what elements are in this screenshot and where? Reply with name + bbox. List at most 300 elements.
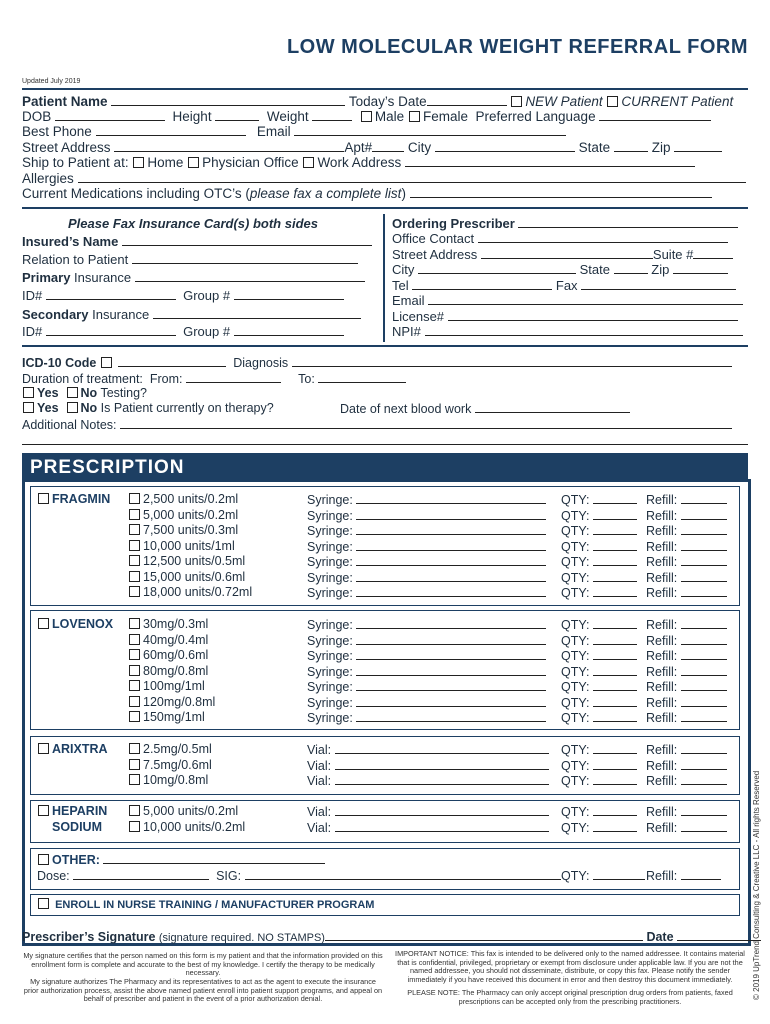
therapy-no-label: No	[80, 401, 98, 415]
syringe-field[interactable]	[356, 570, 546, 582]
row-testing	[22, 386, 147, 400]
tel-field[interactable]	[412, 278, 552, 290]
zip-label: Zip	[651, 140, 671, 155]
sig-field[interactable]	[245, 868, 561, 880]
work-address-field[interactable]	[405, 155, 695, 167]
next-blood-field[interactable]	[475, 401, 630, 413]
qty-field[interactable]	[593, 523, 637, 535]
qty-field[interactable]	[593, 804, 637, 816]
qty-field[interactable]	[593, 820, 637, 832]
nurse-training-label: ENROLL IN NURSE TRAINING / MANUFACTURER PROGRAM	[55, 899, 375, 911]
refill-field[interactable]	[681, 773, 727, 785]
refill-label: Refill:	[646, 680, 678, 694]
refill-field[interactable]	[681, 695, 727, 707]
female-checkbox[interactable]	[409, 111, 420, 122]
refill-label: Refill:	[646, 774, 678, 788]
row-icd10	[22, 355, 732, 370]
lovenox-syringe	[307, 617, 546, 632]
patient-name-field[interactable]	[111, 94, 345, 106]
syringe-field[interactable]	[356, 679, 546, 691]
refill-label: Refill:	[646, 555, 678, 569]
allergies-field[interactable]	[78, 171, 746, 183]
refill-label: Refill:	[646, 524, 678, 538]
dose-checkbox[interactable]	[129, 665, 140, 676]
qty-field[interactable]	[593, 508, 637, 520]
lovenox-dose-option	[128, 679, 205, 693]
sig-label: SIG:	[216, 869, 242, 883]
prescriber-email-field[interactable]	[428, 293, 743, 305]
qty-label: QTY:	[561, 524, 590, 538]
refill-field[interactable]	[681, 539, 727, 551]
qty-field[interactable]	[593, 710, 637, 722]
qty-field[interactable]	[593, 570, 637, 582]
arixtra-vial	[307, 742, 549, 757]
relation-label: Relation to Patient	[22, 252, 129, 267]
row-address	[22, 140, 722, 155]
refill-field[interactable]	[681, 710, 727, 722]
fragmin-dose-option	[128, 585, 252, 599]
license-label: License#	[392, 309, 445, 324]
lovenox-refill	[646, 664, 727, 679]
dose-label: 10,000 units/1ml	[143, 538, 235, 553]
preferred-language-label: Preferred Language	[475, 109, 596, 124]
apt-label: Apt#	[344, 140, 373, 155]
weight-field[interactable]	[312, 109, 352, 121]
refill-field[interactable]	[681, 554, 727, 566]
prescriber-city-field[interactable]	[418, 262, 576, 274]
qty-label: QTY:	[561, 539, 590, 554]
qty-field[interactable]	[593, 633, 637, 645]
arixtra-qty	[561, 742, 637, 757]
dob-label: DOB	[22, 109, 52, 124]
refill-field[interactable]	[681, 804, 727, 816]
other-checkbox[interactable]	[38, 854, 49, 865]
fax-field[interactable]	[581, 278, 736, 290]
dose-label: 2,500 units/0.2ml	[143, 492, 239, 506]
icd10-checkbox[interactable]	[101, 357, 112, 368]
lovenox-refill	[646, 633, 727, 648]
refill-label: Refill:	[646, 758, 678, 773]
heparin-dose-option	[128, 820, 245, 834]
fragmin-syringe	[307, 570, 546, 585]
dose-label: 7,500 units/0.3ml	[143, 523, 239, 537]
dose-checkbox[interactable]	[129, 696, 140, 707]
dob-field[interactable]	[55, 109, 165, 121]
ship-to-label: Ship to Patient at:	[22, 155, 129, 170]
refill-field[interactable]	[681, 664, 727, 676]
insureds-name-field[interactable]	[122, 234, 372, 246]
dose-label: 40mg/0.4ml	[143, 632, 209, 647]
current-patient-checkbox[interactable]	[607, 96, 618, 107]
dose-label: 7.5mg/0.6ml	[143, 757, 212, 772]
dose-checkbox[interactable]	[129, 711, 140, 722]
vial-field[interactable]	[335, 820, 549, 832]
fragmin-dose-option	[128, 492, 238, 506]
lovenox-qty	[561, 617, 637, 632]
syringe-label: Syringe:	[307, 633, 353, 648]
fragmin-qty	[561, 492, 637, 507]
testing-yes-checkbox[interactable]	[23, 387, 34, 398]
refill-field[interactable]	[681, 585, 727, 597]
apt-field[interactable]	[372, 140, 404, 152]
dose-checkbox[interactable]	[129, 509, 140, 520]
on-therapy-label: Is Patient currently on therapy?	[100, 401, 274, 415]
section-divider	[383, 214, 385, 342]
home-label: Home	[147, 155, 184, 170]
syringe-field[interactable]	[356, 585, 546, 597]
new-patient-checkbox[interactable]	[511, 96, 522, 107]
dose-checkbox[interactable]	[129, 586, 140, 597]
diagnosis-label: Diagnosis	[233, 356, 289, 370]
qty-label: QTY:	[561, 618, 590, 632]
refill-field[interactable]	[681, 633, 727, 645]
row-duration	[22, 371, 406, 386]
fragmin-qty	[561, 539, 637, 554]
qty-label: QTY:	[561, 570, 590, 585]
patient-name-label: Patient Name	[22, 94, 108, 109]
heparin-option[interactable]	[37, 804, 107, 818]
secondary-group-field[interactable]	[234, 324, 344, 336]
testing-yes-label: Yes	[37, 386, 59, 400]
other-qty-field[interactable]	[593, 868, 645, 880]
refill-field[interactable]	[681, 758, 727, 770]
syringe-field[interactable]	[356, 492, 546, 504]
dose-label: 150mg/1ml	[143, 710, 205, 724]
syringe-label: Syringe:	[307, 508, 353, 523]
allergies-label: Allergies	[22, 171, 74, 186]
row-ship-to	[22, 155, 695, 170]
best-phone-label: Best Phone	[22, 124, 92, 139]
lovenox-option[interactable]	[37, 617, 113, 631]
current-meds-field[interactable]	[410, 186, 712, 198]
other-qty	[561, 868, 645, 883]
syringe-label: Syringe:	[307, 680, 353, 694]
row-on-therapy	[22, 401, 274, 415]
state-label: State	[578, 140, 611, 155]
fragmin-checkbox[interactable]	[38, 493, 49, 504]
row-primary-id	[22, 288, 344, 303]
qty-field[interactable]	[593, 539, 637, 551]
therapy-yes-checkbox[interactable]	[23, 402, 34, 413]
therapy-no-checkbox[interactable]	[67, 402, 78, 413]
heparin-refill	[646, 820, 727, 835]
refill-field[interactable]	[681, 648, 727, 660]
ordering-prescriber-field[interactable]	[518, 216, 738, 228]
preferred-language-field[interactable]	[599, 109, 711, 121]
refill-label: Refill:	[646, 664, 678, 679]
refill-field[interactable]	[681, 523, 727, 535]
refill-field[interactable]	[681, 492, 727, 504]
female-label: Female	[422, 109, 468, 124]
dose-checkbox[interactable]	[129, 649, 140, 660]
dose-checkbox[interactable]	[129, 821, 140, 832]
refill-label: Refill:	[646, 649, 678, 663]
street-address-field[interactable]	[114, 140, 344, 152]
icd10-field[interactable]	[118, 355, 226, 367]
refill-label: Refill:	[646, 618, 678, 632]
dose-checkbox[interactable]	[129, 540, 140, 551]
primary-insurance-label: Insurance	[74, 270, 132, 285]
lovenox-refill	[646, 617, 727, 632]
arixtra-refill	[646, 758, 727, 773]
qty-label: QTY:	[561, 743, 590, 757]
fragmin-syringe	[307, 539, 546, 554]
qty-field[interactable]	[593, 773, 637, 785]
syringe-field[interactable]	[356, 554, 546, 566]
header-rule	[22, 88, 748, 90]
fragmin-refill	[646, 492, 727, 507]
heparin-checkbox[interactable]	[38, 805, 49, 816]
dose-checkbox[interactable]	[129, 743, 140, 754]
prescriber-zip-field[interactable]	[673, 262, 728, 274]
secondary-id-label: ID#	[22, 324, 43, 339]
dose-checkbox[interactable]	[129, 618, 140, 629]
refill-label: Refill:	[646, 695, 678, 710]
office-contact-label: Office Contact	[392, 231, 475, 246]
vial-field[interactable]	[335, 742, 549, 754]
other-refill-field[interactable]	[681, 868, 721, 880]
testing-label: Testing?	[100, 386, 147, 400]
row-prescriber-street	[392, 247, 733, 262]
arixtra-dose-option	[128, 773, 208, 787]
syringe-label: Syringe:	[307, 664, 353, 679]
dose-checkbox[interactable]	[129, 805, 140, 816]
other-field[interactable]	[103, 852, 325, 864]
row-license	[392, 309, 738, 324]
syringe-field[interactable]	[356, 710, 546, 722]
dose-field[interactable]	[73, 868, 209, 880]
fragmin-label: FRAGMIN	[52, 492, 111, 506]
dose-label: 80mg/0.8ml	[143, 663, 209, 678]
refill-label: Refill:	[646, 633, 678, 648]
syringe-field[interactable]	[356, 508, 546, 520]
physician-office-label: Physician Office	[202, 155, 299, 170]
row-relation	[22, 252, 358, 267]
arixtra-refill	[646, 742, 727, 757]
office-contact-field[interactable]	[478, 231, 728, 243]
fragmin-refill	[646, 523, 727, 538]
syringe-label: Syringe:	[307, 649, 353, 663]
testing-no-checkbox[interactable]	[67, 387, 78, 398]
row-secondary-id	[22, 324, 344, 339]
syringe-field[interactable]	[356, 664, 546, 676]
primary-id-field[interactable]	[46, 288, 176, 300]
row-signature	[22, 929, 761, 944]
prescriber-zip-label: Zip	[651, 262, 670, 277]
lovenox-dose-option	[128, 710, 205, 724]
dose-checkbox[interactable]	[129, 555, 140, 566]
heparin-refill	[646, 804, 727, 819]
primary-insurance-field[interactable]	[135, 270, 365, 282]
qty-field[interactable]	[593, 742, 637, 754]
fragmin-qty	[561, 508, 637, 523]
secondary-group-label: Group #	[183, 324, 231, 339]
refill-label: Refill:	[646, 805, 678, 819]
current-meds-note: please fax a complete list	[249, 186, 402, 201]
syringe-field[interactable]	[356, 617, 546, 629]
refill-field[interactable]	[681, 679, 727, 691]
fragmin-syringe	[307, 585, 546, 600]
additional-notes-field[interactable]	[120, 417, 732, 429]
lovenox-syringe	[307, 633, 546, 648]
secondary-id-field[interactable]	[46, 324, 176, 336]
qty-field[interactable]	[593, 648, 637, 660]
arixtra-checkbox[interactable]	[38, 743, 49, 754]
dose-checkbox[interactable]	[129, 524, 140, 535]
suite-label: Suite #	[652, 247, 694, 262]
fragmin-refill	[646, 508, 727, 523]
lovenox-dose-option	[128, 633, 208, 647]
refill-field[interactable]	[681, 820, 727, 832]
street-address-label: Street Address	[22, 140, 111, 155]
syringe-field[interactable]	[356, 695, 546, 707]
next-blood-label: Date of next blood work	[340, 402, 472, 416]
lovenox-checkbox[interactable]	[38, 618, 49, 629]
from-field[interactable]	[186, 371, 281, 383]
refill-label: Refill:	[646, 743, 678, 757]
license-field[interactable]	[448, 309, 738, 321]
arixtra-dose-option	[128, 758, 212, 772]
best-phone-field[interactable]	[96, 124, 246, 136]
dose-checkbox[interactable]	[129, 634, 140, 645]
additional-notes-label: Additional Notes:	[22, 418, 117, 432]
lovenox-qty	[561, 664, 637, 679]
row-secondary-insurance	[22, 307, 361, 322]
insurance-rule	[22, 345, 748, 347]
suite-field[interactable]	[693, 247, 733, 259]
npi-field[interactable]	[425, 324, 743, 336]
dose-checkbox[interactable]	[129, 774, 140, 785]
syringe-field[interactable]	[356, 648, 546, 660]
prescriber-state-field[interactable]	[614, 262, 648, 274]
secondary-insurance-field[interactable]	[153, 307, 361, 319]
male-label: Male	[374, 109, 405, 124]
dose-label: 30mg/0.3ml	[143, 617, 209, 631]
qty-field[interactable]	[593, 695, 637, 707]
relation-field[interactable]	[132, 252, 358, 264]
physician-office-checkbox[interactable]	[188, 157, 199, 168]
heparin-qty	[561, 820, 637, 835]
dose-label: 2.5mg/0.5ml	[143, 742, 212, 756]
dose-checkbox[interactable]	[129, 680, 140, 691]
fragmin-refill	[646, 539, 727, 554]
refill-field[interactable]	[681, 508, 727, 520]
primary-group-label: Group #	[183, 288, 231, 303]
fragmin-refill	[646, 585, 727, 600]
syringe-label: Syringe:	[307, 539, 353, 554]
additional-notes-line-2[interactable]	[22, 444, 748, 445]
lovenox-qty	[561, 695, 637, 710]
fragmin-qty	[561, 570, 637, 585]
syringe-field[interactable]	[356, 539, 546, 551]
row-additional-notes	[22, 417, 732, 432]
city-label: City	[407, 140, 432, 155]
lovenox-dose-option	[128, 695, 215, 709]
lovenox-qty	[561, 679, 637, 694]
arixtra-option[interactable]	[37, 742, 108, 756]
nurse-training-checkbox[interactable]	[38, 898, 49, 909]
vial-field[interactable]	[335, 773, 549, 785]
dose-checkbox[interactable]	[129, 759, 140, 770]
qty-label: QTY:	[561, 555, 590, 569]
patient-email-label: Email	[256, 124, 291, 139]
signature-date-field[interactable]	[677, 929, 761, 941]
fragmin-refill	[646, 570, 727, 585]
syringe-field[interactable]	[356, 633, 546, 645]
dose-label: 5,000 units/0.2ml	[143, 507, 239, 522]
signature-field[interactable]	[325, 929, 643, 941]
heparin-vial	[307, 804, 549, 819]
qty-field[interactable]	[593, 492, 637, 504]
nurse-training-option[interactable]	[37, 898, 374, 911]
dose-checkbox[interactable]	[129, 571, 140, 582]
npi-label: NPI#	[392, 324, 421, 339]
heparin-dose-option	[128, 804, 238, 818]
qty-field[interactable]	[593, 664, 637, 676]
insureds-name-label: Insured’s Name	[22, 234, 119, 249]
refill-field[interactable]	[681, 742, 727, 754]
syringe-field[interactable]	[356, 523, 546, 535]
heparin-label-line2	[52, 820, 102, 834]
zip-field[interactable]	[674, 140, 722, 152]
city-field[interactable]	[435, 140, 575, 152]
heparin-label-2: SODIUM	[52, 820, 102, 834]
primary-group-field[interactable]	[234, 288, 344, 300]
patient-email-field[interactable]	[294, 124, 566, 136]
height-field[interactable]	[215, 109, 259, 121]
to-field[interactable]	[318, 371, 406, 383]
fragmin-option[interactable]	[37, 492, 110, 506]
refill-field[interactable]	[681, 570, 727, 582]
vial-field[interactable]	[335, 804, 549, 816]
qty-field[interactable]	[593, 679, 637, 691]
lovenox-syringe	[307, 648, 546, 663]
qty-label: QTY:	[561, 820, 590, 835]
lovenox-refill	[646, 710, 727, 725]
other-refill	[646, 868, 721, 883]
primary-label: Primary	[22, 270, 71, 285]
lovenox-refill	[646, 648, 727, 663]
authorize-text: My signature authorizes The Pharmacy and its representatives to act as the agent to execute the insurance prior authorization process, assist the above named patient enroll into patient support programs, and appeal on behalf of prescriber and patient in the event of a prior authorization denial.	[23, 977, 383, 1004]
current-meds-close: )	[401, 186, 406, 201]
qty-label: QTY:	[561, 493, 590, 507]
arixtra-vial	[307, 758, 549, 773]
qty-field[interactable]	[593, 585, 637, 597]
fragmin-dose-option	[128, 554, 245, 568]
vial-field[interactable]	[335, 758, 549, 770]
diagnosis-field[interactable]	[292, 355, 732, 367]
male-checkbox[interactable]	[361, 111, 372, 122]
state-field[interactable]	[614, 140, 648, 152]
icd10-label: ICD-10 Code	[22, 356, 97, 370]
home-checkbox[interactable]	[133, 157, 144, 168]
work-address-checkbox[interactable]	[303, 157, 314, 168]
qty-label: QTY:	[561, 695, 590, 710]
qty-label: QTY:	[561, 508, 590, 523]
insurance-fax-note: Please Fax Insurance Card(s) both sides	[68, 216, 318, 231]
important-notice: IMPORTANT NOTICE: This fax is intended to be delivered only to the named addressee. It contains material that is confidential, privileged, proprietary or exempt from disclosure under applicable law. If you are not the named addressee, you should not disseminate, distribute, or copy this fax. Please notify the sender immediately if you have received this document in error and then destroy this document immediately.	[395, 949, 745, 984]
prescriber-street-field[interactable]	[481, 247, 653, 259]
dose-checkbox[interactable]	[129, 493, 140, 504]
from-label: From:	[149, 372, 183, 386]
qty-field[interactable]	[593, 554, 637, 566]
lovenox-qty	[561, 648, 637, 663]
refill-field[interactable]	[681, 617, 727, 629]
qty-field[interactable]	[593, 617, 637, 629]
qty-label: QTY:	[561, 805, 590, 819]
todays-date-field[interactable]	[427, 94, 507, 106]
qty-field[interactable]	[593, 758, 637, 770]
